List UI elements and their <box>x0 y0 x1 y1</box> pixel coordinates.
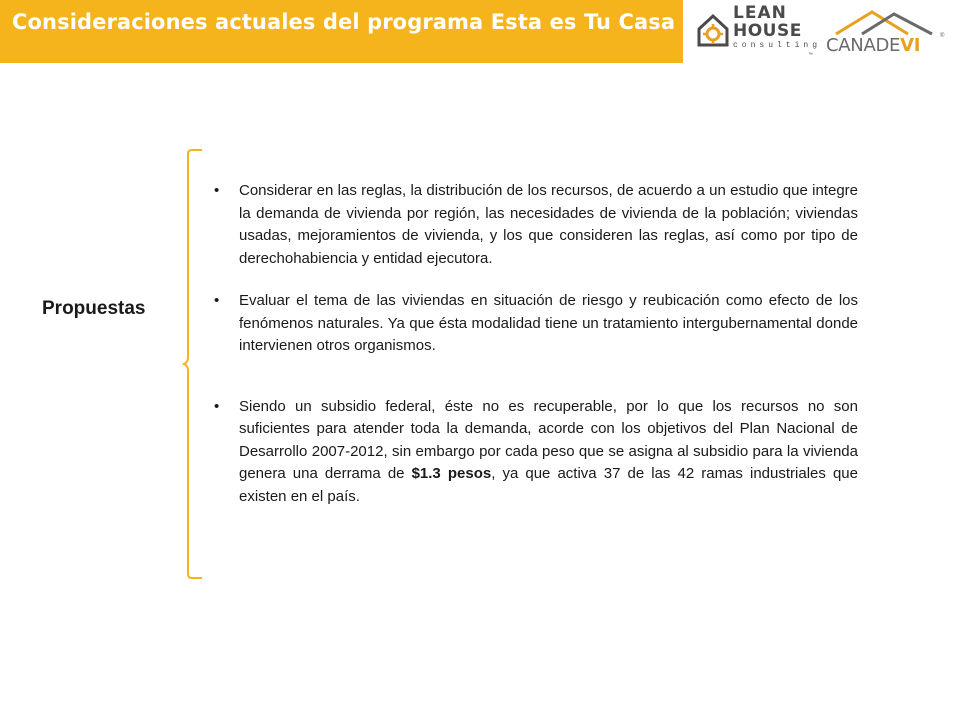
canadevi-logo-mark: ® <box>940 33 945 39</box>
gear-house-icon <box>695 9 731 49</box>
list-item: • Considerar en las reglas, la distribución de los recursos, de acuerdo a un estudio que integre la demanda de vivienda por región, las necesidades de vivienda de la población; viviendas usadas, mejoramientos de vivienda, y los que consideren las reglas, así como por tipo de derechohabiencia y entidad ejecutora. <box>214 180 858 270</box>
list-item-text: Siendo un subsidio federal, éste no es recuperable, por lo que los recursos no son suficientes para atender toda la demanda, acorde con los objetivos del Plan Nacional de Desarrollo 2007-2012, sin embargo por cada peso que se asigna al subsidio para la vivienda genera una derrama de <box>239 397 858 482</box>
lean-house-logo-line2: HOUSE <box>733 21 802 41</box>
list-item-text: , ya que activa 37 de las 42 ramas industriales que existen en el país. <box>239 465 858 505</box>
canadevi-wordmark <box>826 35 920 56</box>
bracket-brace <box>182 148 212 582</box>
highlight-amount: $1.3 pesos <box>411 465 492 482</box>
lean-house-logo <box>695 3 822 58</box>
section-label: Propuestas <box>42 298 146 319</box>
list-item: • Evaluar el tema de las viviendas en situación de riesgo y reubicación como efecto de los fenómenos naturales. Ya que ésta modalidad tiene un tratamiento intergubernamental donde intervienen otros organismos. <box>214 290 858 358</box>
canadevi-logo <box>822 8 952 60</box>
lean-house-logo-mark: ™ <box>808 52 813 58</box>
lean-house-logo-line3: consulting <box>733 41 822 50</box>
list-item <box>214 396 858 509</box>
header-bar <box>0 0 683 63</box>
page-title: Consideraciones actuales del programa Esta es Tu Casa <box>12 10 676 34</box>
lean-house-logo-line1: LEAN <box>733 3 787 23</box>
proposal-list <box>214 180 858 508</box>
canadevi-wordmark-accent: VI <box>900 35 921 56</box>
roof-icon <box>832 8 945 39</box>
canadevi-wordmark-plain: CANADE <box>826 35 901 56</box>
